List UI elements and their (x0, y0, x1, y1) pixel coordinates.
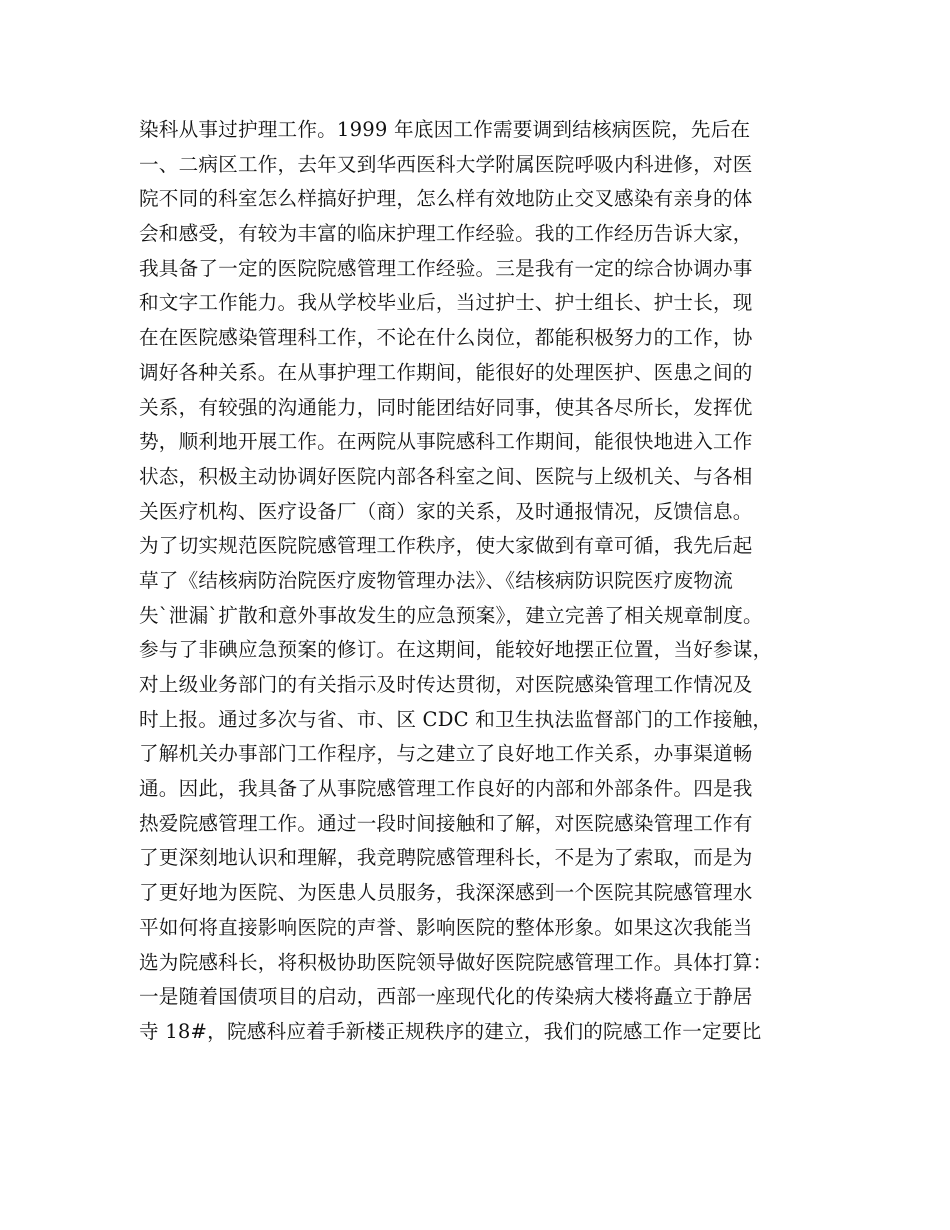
text-line: 草了《结核病防治院医疗废物管理办法》、《结核病防识院医疗废物流 (139, 568, 734, 592)
text-line: 了更好地为医院、为医患人员服务，我深深感到一个医院其院感管理水 (139, 881, 753, 905)
text-line: 平如何将直接影响医院的声誉、影响医院的整体形象。如果这次我能当 (139, 915, 753, 939)
text-line: 选为院感科长，将积极协助医院领导做好医院院感管理工作。具体打算： (139, 950, 773, 974)
text-line: 了解机关办事部门工作程序，与之建立了良好地工作关系，办事渠道畅 (139, 742, 753, 766)
text-line: 失`泄漏`扩散和意外事故发生的应急预案》，建立完善了相关规章制度。 (139, 603, 763, 627)
text-line: 时上报。通过多次与省、市、区 CDC 和卫生执法监督部门的工作接触， (139, 707, 773, 731)
text-line: 我具备了一定的医院院感管理工作经验。三是我有一定的综合协调办事 (139, 256, 753, 280)
text-line: 了更深刻地认识和理解，我竞聘院感管理科长，不是为了索取，而是为 (139, 846, 753, 870)
text-line: 在在医院感染管理科工作，不论在什么岗位，都能积极努力的工作，协 (139, 326, 753, 350)
text-line: 一、二病区工作，去年又到华西医科大学附属医院呼吸内科进修，对医 (139, 152, 753, 176)
text-line: 染科从事过护理工作。1999 年底因工作需要调到结核病医院，先后在 (139, 118, 751, 141)
text-line: 院不同的科室怎么样搞好护理，怎么样有效地防止交叉感染有亲身的体 (139, 187, 753, 211)
text-line: 通。因此，我具备了从事院感管理工作良好的内部和外部条件。四是我 (139, 777, 753, 801)
text-line: 寺 18#，院感科应着手新楼正规秩序的建立，我们的院感工作一定要比 (139, 1019, 762, 1043)
text-line: 会和感受，有较为丰富的临床护理工作经验。我的工作经历告诉大家， (139, 222, 753, 246)
body-text (139, 113, 829, 1050)
text-line: 为了切实规范医院院感管理工作秩序，使大家做到有章可循，我先后起 (139, 534, 753, 558)
text-line: 关医疗机构、医疗设备厂（商）家的关系，及时通报情况，反馈信息。 (139, 499, 753, 523)
text-line: 调好各种关系。在从事护理工作期间，能很好的处理医护、医患之间的 (139, 360, 753, 384)
text-line: 一是随着国债项目的启动，西部一座现代化的传染病大楼将矗立于静居 (139, 985, 753, 1009)
text-line: 势，顺利地开展工作。在两院从事院感科工作期间，能很快地进入工作 (139, 430, 753, 454)
text-line: 对上级业务部门的有关指示及时传达贯彻，对医院感染管理工作情况及 (139, 673, 753, 696)
text-line: 状态，积极主动协调好医院内部各科室之间、医院与上级机关、与各相 (139, 464, 753, 488)
text-line: 热爱院感管理工作。通过一段时间接触和了解，对医院感染管理工作有 (139, 811, 753, 835)
text-line: 和文字工作能力。我从学校毕业后，当过护士、护士组长、护士长，现 (139, 291, 753, 315)
text-line: 关系，有较强的沟通能力，同时能团结好同事，使其各尽所长，发挥优 (139, 395, 753, 419)
text-line: 参与了非碘应急预案的修订。在这期间，能较好地摆正位置，当好参谋， (139, 638, 773, 662)
